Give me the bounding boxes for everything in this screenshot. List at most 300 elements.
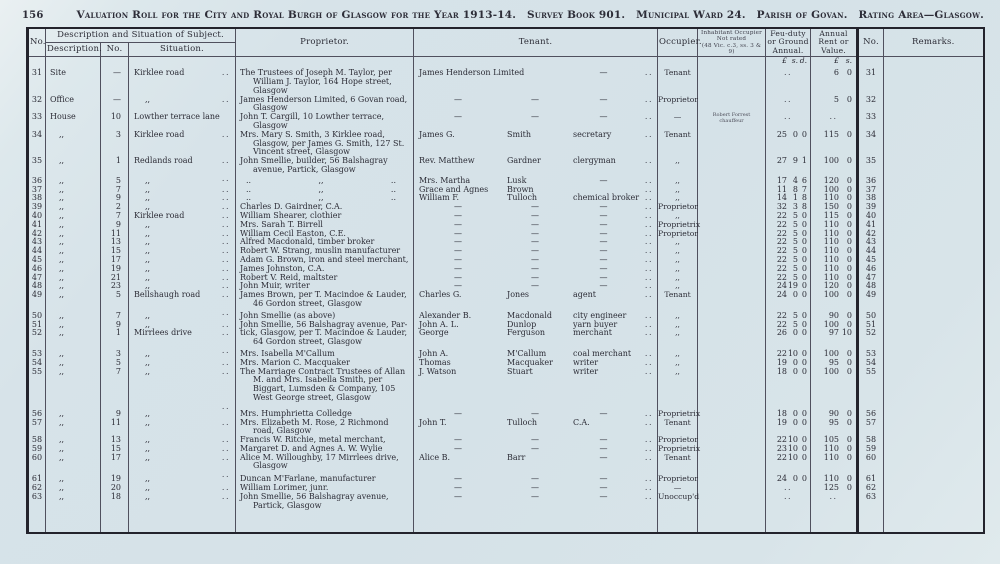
cell-remarks xyxy=(884,221,984,230)
feu-part: 22 xyxy=(776,237,788,247)
leader-dots: .. xyxy=(221,68,231,78)
occupier-value: ,, xyxy=(675,210,680,220)
situation-value: ,, xyxy=(145,281,151,291)
tenant-parts xyxy=(414,113,657,122)
situation-number: 17 xyxy=(110,254,121,264)
cell-inhabitant-occupier xyxy=(698,113,766,131)
rent-part: 0 xyxy=(846,452,853,462)
roll-row-35 xyxy=(28,157,984,175)
tenant-t3: — xyxy=(599,68,608,78)
situation-value: Mirrlees drive xyxy=(134,328,192,338)
feu-amount xyxy=(766,419,810,428)
roll-row-32 xyxy=(28,96,984,114)
feu-part: 0 xyxy=(801,272,808,282)
cell-no xyxy=(28,69,46,95)
cell-annual-rent xyxy=(811,309,858,321)
cell-remarks xyxy=(884,256,984,265)
tenant-t1: — xyxy=(454,474,463,484)
cell-feu-duty xyxy=(766,175,811,186)
tenant-t3: — xyxy=(599,219,608,229)
rent-part: 0 xyxy=(846,483,853,493)
rent-part: 0 xyxy=(846,228,853,238)
feu-part: 19 xyxy=(787,281,799,291)
leader-dots: .. xyxy=(221,94,231,104)
entry-number-right: 44 xyxy=(865,246,877,256)
cell-no-right xyxy=(858,131,884,157)
feu-part: 7 xyxy=(801,184,808,194)
feu-part: 27 xyxy=(776,156,788,166)
situation-value: Kirklee road xyxy=(134,68,185,78)
description-value: ,, xyxy=(59,254,65,264)
rent-part: 0 xyxy=(846,272,853,282)
feu-part: 32 xyxy=(776,202,788,212)
feu-part: 14 xyxy=(776,193,788,203)
entry-number: 46 xyxy=(31,263,43,273)
entry-number: 32 xyxy=(31,94,43,104)
occupier-value: Proprietor xyxy=(658,474,698,484)
cell-description xyxy=(46,309,101,321)
description-value: ,, xyxy=(59,202,65,212)
tenant-t2: Tulloch xyxy=(507,193,538,203)
leader-dots: .. xyxy=(221,156,231,166)
rent-amount xyxy=(811,291,856,300)
proprietor-ditto-mark: .. xyxy=(246,175,252,185)
leader-dots: .. xyxy=(221,319,231,329)
tenant-t3: writer xyxy=(573,366,599,376)
tenant-t3: — xyxy=(599,452,608,462)
tenant-t1: — xyxy=(454,219,463,229)
rent-part: 100 xyxy=(823,319,840,329)
cell-feu-duty xyxy=(766,157,811,175)
roll-row-52 xyxy=(28,329,984,347)
rent-units xyxy=(811,57,856,66)
description-value: ,, xyxy=(59,210,65,220)
entry-number-right: 63 xyxy=(865,491,877,501)
proprietor-value: Francis W. Ritchie, metal merchant, xyxy=(240,435,386,445)
feu-part: 22 xyxy=(776,210,788,220)
col-header-situation: Situation. xyxy=(129,43,236,57)
tenant-t3: C.A. xyxy=(573,417,590,427)
cell-remarks xyxy=(884,230,984,239)
entry-number-right: 58 xyxy=(865,435,877,445)
cell-situation-no xyxy=(101,194,129,203)
tenant-t2: — xyxy=(531,246,540,256)
tenant-t2: — xyxy=(531,443,540,453)
tenant-t3: — xyxy=(599,281,608,291)
masthead-parish: Parish of Govan. xyxy=(756,9,848,21)
feu-part: 22 xyxy=(776,219,788,229)
proprietor-value: Mrs. Sarah T. Birrell xyxy=(240,219,323,229)
occupier-value: ,, xyxy=(675,319,680,329)
cell-tenant xyxy=(414,510,658,533)
situation-value: ,, xyxy=(145,246,151,256)
feu-part: 0 xyxy=(801,129,808,139)
entry-number-right: 47 xyxy=(865,272,877,282)
rent-amount xyxy=(811,69,856,78)
feu-part: 5 xyxy=(792,272,799,282)
feu-part: 10 xyxy=(787,348,799,358)
description-value: ,, xyxy=(59,184,65,194)
cell-no-right xyxy=(858,368,884,403)
occupier-value: — xyxy=(673,483,682,493)
feu-part: 0 xyxy=(792,366,799,376)
cell-situation xyxy=(129,291,236,309)
cell-situation xyxy=(129,69,236,95)
proprietor-value: The Trustees of Joseph M. Taylor, per William J. Taylor, 164 Hope street, Glasgow xyxy=(240,68,392,95)
proprietor-value: tick, Glasgow, per T. Macindoe & Lauder, 64 Gordon street, Glasgow xyxy=(240,328,408,347)
cell-inhabitant-occupier xyxy=(698,347,766,359)
leader-dots: .. xyxy=(221,272,231,282)
cell-inhabitant-occupier xyxy=(698,186,766,195)
leader-dots: .. xyxy=(221,210,231,220)
cell-proprietor xyxy=(236,69,414,95)
cell-tenant xyxy=(414,131,658,157)
cell-annual-rent xyxy=(811,69,858,95)
cell-no xyxy=(28,493,46,511)
leader-dots: .. xyxy=(644,357,654,367)
cell-inhabitant-occupier xyxy=(698,265,766,274)
situation-number: 18 xyxy=(110,491,121,501)
feu-part: 0 xyxy=(801,228,808,238)
leader-dots: .. xyxy=(221,452,231,462)
cell-remarks xyxy=(884,203,984,212)
tenant-t1: — xyxy=(454,112,463,122)
cell-inhabitant-occupier xyxy=(698,359,766,368)
situation-number: 23 xyxy=(110,281,121,291)
rent-part: 0 xyxy=(846,184,853,194)
tenant-t1: Grace and Agnes xyxy=(419,184,489,194)
entry-number-right: 32 xyxy=(865,94,877,104)
leader-dots: .. xyxy=(221,237,231,247)
rent-part: 0 xyxy=(846,408,853,418)
tenant-t2: Macdonald xyxy=(507,310,552,320)
situation-number: 9 xyxy=(115,219,121,229)
occupier-value: Proprietrix xyxy=(658,219,701,229)
leader-dots: .. xyxy=(644,129,654,139)
entry-number: 55 xyxy=(31,366,43,376)
cell-situation-no xyxy=(101,96,129,114)
entry-number: 61 xyxy=(31,474,43,484)
situation-value: ,, xyxy=(145,237,151,247)
situation-number: 7 xyxy=(115,210,121,220)
cell-situation-no xyxy=(101,69,129,95)
situation-value: ,, xyxy=(145,474,151,484)
tenant-t1: George xyxy=(419,328,449,338)
leader-dots: .. xyxy=(221,254,231,264)
description-value: ,, xyxy=(59,310,65,320)
feu-part: 0 xyxy=(801,357,808,367)
rent-part: 110 xyxy=(823,237,840,247)
proprietor-value: Mrs. Isabella M'Callum xyxy=(240,348,335,358)
rent-part: 100 xyxy=(823,290,840,300)
proprietor-value: William Lorimer, junr. xyxy=(240,483,329,493)
cell-remarks xyxy=(884,175,984,186)
tenant-t3: merchant xyxy=(573,328,612,338)
leader-dots: .. xyxy=(644,219,654,229)
cell-remarks xyxy=(884,454,984,472)
rent-part: 95 xyxy=(828,417,840,427)
rent-part: 110 xyxy=(823,193,840,203)
cell-remarks xyxy=(884,131,984,157)
tenant-t3: — xyxy=(599,443,608,453)
cell-tenant xyxy=(414,419,658,437)
cell-inhabitant-occupier xyxy=(698,484,766,493)
roll-row-58 xyxy=(28,436,984,445)
situation-number: — xyxy=(113,68,121,78)
cell-feu-duty xyxy=(766,368,811,403)
entry-number-right: 50 xyxy=(865,310,877,320)
description-value: ,, xyxy=(59,175,65,185)
roll-row-54 xyxy=(28,359,984,368)
cell-remarks xyxy=(884,445,984,454)
tenant-t1: John T. xyxy=(419,417,447,427)
tenant-t3: writer xyxy=(573,357,599,367)
feu-part: 10 xyxy=(787,443,799,453)
situation-number: 17 xyxy=(110,452,121,462)
rent-part: 110 xyxy=(823,254,840,264)
tenant-parts xyxy=(414,493,657,502)
tenant-t1: John A. L. xyxy=(419,319,459,329)
description-value: ,, xyxy=(59,281,65,291)
rent-part: 0 xyxy=(846,310,853,320)
tenant-t2: — xyxy=(531,94,540,104)
rent-part: 0 xyxy=(846,290,853,300)
situation-number: 13 xyxy=(110,237,121,247)
cell-remarks xyxy=(884,321,984,330)
tenant-t2: Stuart xyxy=(507,366,533,376)
entry-number-right: 36 xyxy=(865,175,877,185)
cell-remarks xyxy=(884,493,984,511)
cell-tenant xyxy=(414,69,658,95)
roll-row-31 xyxy=(28,69,984,95)
cell-inhabitant-occupier xyxy=(698,131,766,157)
cell-description xyxy=(46,368,101,403)
cell-remarks xyxy=(884,347,984,359)
leader-dots: .. xyxy=(644,319,654,329)
feu-part: 6 xyxy=(801,175,808,185)
rent-part: 0 xyxy=(846,319,853,329)
proprietor-ditto-mark: ,, xyxy=(318,193,324,203)
entry-number-right: 51 xyxy=(865,319,877,329)
cell-inhabitant-occupier xyxy=(698,282,766,291)
cell-tenant xyxy=(414,309,658,321)
leader-dots: .. xyxy=(221,345,231,355)
entry-number-right: 52 xyxy=(865,328,877,338)
cell-feu-duty xyxy=(766,403,811,419)
roll-row-37 xyxy=(28,186,984,195)
rent-part: 0 xyxy=(846,281,853,291)
tenant-t1: — xyxy=(454,483,463,493)
entry-number: 50 xyxy=(31,310,43,320)
feu-part: 0 xyxy=(801,452,808,462)
rent-dots: .. xyxy=(829,491,838,501)
col-header-description: Description. xyxy=(46,43,101,57)
cell-remarks xyxy=(884,291,984,309)
rent-part: 105 xyxy=(823,435,840,445)
cell-occupier xyxy=(658,157,698,175)
cell-no-right xyxy=(858,510,884,533)
occupier-value: ,, xyxy=(675,310,680,320)
description-value: ,, xyxy=(59,348,65,358)
rent-part: 6 xyxy=(833,68,840,78)
cell-proprietor xyxy=(236,186,414,195)
cell-no-right xyxy=(858,403,884,419)
roll-row-62 xyxy=(28,484,984,493)
rent-part: 5 xyxy=(833,94,840,104)
proprietor-ditto-mark: ,, xyxy=(318,184,324,194)
tenant-t2: — xyxy=(531,228,540,238)
cell-situation-no xyxy=(101,329,129,347)
col-header-description-group: Description and Situation of Subject. xyxy=(46,28,236,43)
cell-situation-no xyxy=(101,282,129,291)
cell-annual-rent xyxy=(811,368,858,403)
tenant-t2: — xyxy=(531,483,540,493)
cell-inhabitant-occupier xyxy=(698,291,766,309)
feu-part: 22 xyxy=(776,452,788,462)
tenant-t2: — xyxy=(531,435,540,445)
situation-value: Redlands road xyxy=(134,156,193,166)
leader-dots: .. xyxy=(644,272,654,282)
proprietor-value: Charles D. Gairdner, C.A. xyxy=(240,202,343,212)
tenant-t2: — xyxy=(531,263,540,273)
cell-proprietor xyxy=(236,329,414,347)
tenant-t1: — xyxy=(454,443,463,453)
entry-number-right: 61 xyxy=(865,474,877,484)
tenant-t2 xyxy=(502,69,568,78)
entry-number: 51 xyxy=(31,319,43,329)
roll-row-59 xyxy=(28,445,984,454)
rent-part: 110 xyxy=(823,246,840,256)
entry-number-right: 40 xyxy=(865,210,877,220)
roll-row-33 xyxy=(28,113,984,131)
situation-number: 20 xyxy=(110,483,121,493)
proprietor-value: Duncan M'Farlane, manufacturer xyxy=(240,474,376,484)
feu-part: 10 xyxy=(787,435,799,445)
leader-dots: .. xyxy=(644,310,654,320)
situation-number: 11 xyxy=(110,228,121,238)
tenant-t1: Rev. Matthew xyxy=(419,156,475,166)
leader-dots: .. xyxy=(644,263,654,273)
situation-value: ,, xyxy=(145,366,151,376)
cell-inhabitant-occupier xyxy=(698,471,766,484)
cell-situation-no xyxy=(101,419,129,437)
rent-part: 0 xyxy=(846,68,853,78)
cell-situation xyxy=(129,368,236,403)
cell-feu-duty xyxy=(766,347,811,359)
rent-dots: .. xyxy=(829,112,838,122)
proprietor-value: The Marriage Contract Trustees of Allan M. and Mrs. Isabella Smith, per Biggart, Lumsden & Company, 105 West George street, Glasgow xyxy=(240,366,406,402)
situation-number: 13 xyxy=(110,435,121,445)
occupier-value: ,, xyxy=(675,175,680,185)
cell-inhabitant-occupier xyxy=(698,175,766,186)
tenant-parts xyxy=(414,368,657,377)
rent-part: 0 xyxy=(846,175,853,185)
entry-number: 63 xyxy=(31,491,43,501)
cell-situation xyxy=(129,403,236,419)
roll-row-45 xyxy=(28,256,984,265)
leader-dots: .. xyxy=(644,452,654,462)
cell-tenant xyxy=(414,403,658,419)
entry-number: 39 xyxy=(31,202,43,212)
tenant-t1: — xyxy=(454,435,463,445)
feu-unit: s. xyxy=(791,56,799,66)
rent-header-line: Annual xyxy=(819,29,848,38)
proprietor-value: Mrs. Elizabeth M. Rose, 2 Richmond road, Glasgow xyxy=(240,417,389,436)
cell-remarks xyxy=(884,484,984,493)
header-row-1 xyxy=(28,28,984,43)
situation-value: ,, xyxy=(145,483,151,493)
rent-part: 0 xyxy=(846,254,853,264)
feu-part: 0 xyxy=(801,474,808,484)
rent-amount xyxy=(811,454,856,463)
entry-number-right: 45 xyxy=(865,254,877,264)
entry-number: 60 xyxy=(31,452,43,462)
feu-header-line: or Ground xyxy=(767,37,809,47)
entry-number-right: 31 xyxy=(865,68,877,78)
roll-row-47 xyxy=(28,274,984,283)
occupier-value: ,, xyxy=(675,184,680,194)
situation-value: ,, xyxy=(145,193,151,203)
tenant-t3: chemical broker xyxy=(573,193,640,203)
proprietor-value: James Johnston, C.A. xyxy=(240,263,325,273)
entry-number-right: 48 xyxy=(865,281,877,291)
cell-situation xyxy=(129,347,236,359)
cell-description xyxy=(46,175,101,186)
leader-dots: .. xyxy=(221,281,231,291)
cell-inhabitant-occupier xyxy=(698,368,766,403)
entry-number-right: 46 xyxy=(865,263,877,273)
cell-occupier xyxy=(658,131,698,157)
rent-part: 125 xyxy=(823,483,840,493)
cell-proprietor xyxy=(236,131,414,157)
rent-part: 0 xyxy=(846,219,853,229)
description-value: ,, xyxy=(59,357,65,367)
cell-situation-no xyxy=(101,368,129,403)
tenant-parts xyxy=(414,454,657,463)
feu-part: 0 xyxy=(801,408,808,418)
feu-part: 24 xyxy=(776,281,788,291)
occupier-value: Tenant xyxy=(664,452,691,462)
cell-no xyxy=(28,454,46,472)
feu-part: 9 xyxy=(792,156,799,166)
feu-part: 1 xyxy=(792,193,799,203)
situation-value: Bellshaugh road xyxy=(134,290,201,300)
cell-remarks xyxy=(884,510,984,533)
cell-inhabitant-occupier xyxy=(698,309,766,321)
tenant-t2: — xyxy=(531,112,540,122)
tenant-t3: — xyxy=(599,254,608,264)
feu-part: 22 xyxy=(776,348,788,358)
tenant-t3: — xyxy=(599,210,608,220)
cell-inhabitant-occupier xyxy=(698,510,766,533)
description-value: ,, xyxy=(59,408,65,418)
rent-part: 110 xyxy=(823,474,840,484)
leader-dots: .. xyxy=(644,68,654,78)
cell-no-right xyxy=(858,69,884,95)
cell-feu-duty xyxy=(766,493,811,511)
situation-number: 5 xyxy=(115,357,121,367)
feu-part: 18 xyxy=(776,408,788,418)
cell-feu-duty xyxy=(766,291,811,309)
cell-annual-rent xyxy=(811,347,858,359)
occupier-value: Tenant xyxy=(664,68,691,78)
proprietor-value: Margaret D. and Agnes A. W. Wylie xyxy=(240,443,383,453)
rent-amount xyxy=(811,96,856,105)
cell-annual-rent xyxy=(811,113,858,131)
feu-part: 0 xyxy=(801,254,808,264)
leader-dots: .. xyxy=(644,156,654,166)
feu-part: 0 xyxy=(801,219,808,229)
